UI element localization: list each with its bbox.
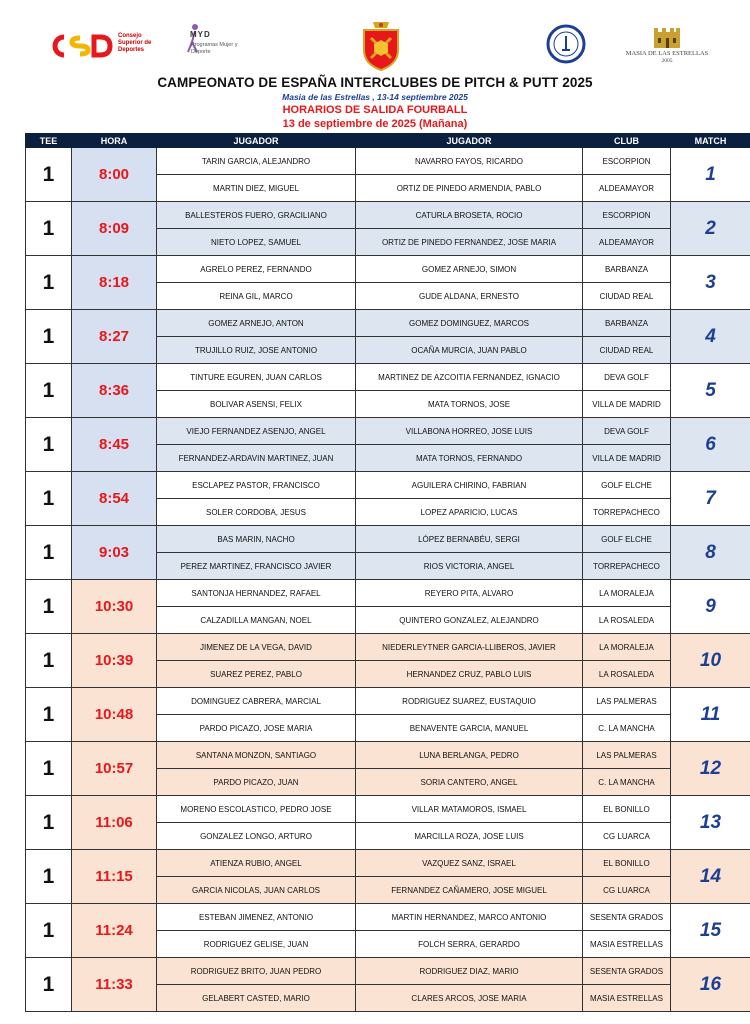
table-row: [26, 472, 750, 499]
player-1-cell: SUAREZ PEREZ, PABLO: [157, 661, 356, 688]
player-1-cell: BOLIVAR ASENSI, FELIX: [157, 391, 356, 418]
tee-cell: 1: [26, 904, 72, 958]
tee-cell: 1: [26, 850, 72, 904]
tee-time-cell: 8:45: [72, 418, 157, 472]
seal-icon: [542, 24, 590, 64]
venue-line: Masia de las Estrellas , 13-14 septiembre 2025: [282, 92, 468, 102]
player-1-cell: BAS MARIN, NACHO: [157, 526, 356, 553]
page-title: CAMPEONATO DE ESPAÑA INTERCLUBES DE PITCH & PUTT 2025: [157, 75, 593, 90]
tee-time-cell: 8:09: [72, 202, 157, 256]
club-cell: TORREPACHECO: [583, 553, 671, 580]
player-1-cell: GELABERT CASTED, MARIO: [157, 985, 356, 1012]
tee-cell: 1: [26, 148, 72, 202]
club-cell: CIUDAD REAL: [583, 337, 671, 364]
club-cell: ALDEAMAYOR: [583, 175, 671, 202]
tee-cell: 1: [26, 418, 72, 472]
myd-logo-title: MYD: [190, 30, 211, 39]
tee-cell: 1: [26, 526, 72, 580]
club-cell: DEVA GOLF: [583, 364, 671, 391]
club-cell: VILLA DE MADRID: [583, 391, 671, 418]
table-row: [26, 310, 750, 337]
player-1-cell: CALZADILLA MANGAN, NOEL: [157, 607, 356, 634]
player-2-cell: VAZQUEZ SANZ, ISRAEL: [356, 850, 583, 877]
player-2-cell: HERNANDEZ CRUZ, PABLO LUIS: [356, 661, 583, 688]
match-number-cell: 4: [671, 310, 750, 364]
match-number-cell: 2: [671, 202, 750, 256]
club-cell: ESCORPION: [583, 148, 671, 175]
player-2-cell: REYERO PITA, ALVARO: [356, 580, 583, 607]
player-2-cell: GOMEZ DOMINGUEZ, MARCOS: [356, 310, 583, 337]
club-cell: LA ROSALEDA: [583, 661, 671, 688]
player-1-cell: GARCIA NICOLAS, JUAN CARLOS: [157, 877, 356, 904]
tee-cell: 1: [26, 256, 72, 310]
player-1-cell: MARTIN DIEZ, MIGUEL: [157, 175, 356, 202]
tee-time-cell: 9:03: [72, 526, 157, 580]
club-cell: TORREPACHECO: [583, 499, 671, 526]
club-cell: MASIA ESTRELLAS: [583, 931, 671, 958]
club-cell: GOLF ELCHE: [583, 526, 671, 553]
table-row: [26, 148, 750, 175]
tee-time-cell: 11:15: [72, 850, 157, 904]
myd-logo-text: Programas Mujer y Deporte: [191, 42, 238, 55]
match-number-cell: 9: [671, 580, 750, 634]
table-row: [26, 958, 750, 985]
player-1-cell: RODRIGUEZ BRITO, JUAN PEDRO: [157, 958, 356, 985]
match-number-cell: 3: [671, 256, 750, 310]
club-cell: EL BONILLO: [583, 850, 671, 877]
tee-cell: 1: [26, 958, 72, 1012]
match-number-cell: 6: [671, 418, 750, 472]
player-1-cell: TINTURE EGUREN, JUAN CARLOS: [157, 364, 356, 391]
tee-cell: 1: [26, 472, 72, 526]
match-number-cell: 15: [671, 904, 750, 958]
column-header-jugador-2: JUGADOR: [356, 134, 583, 148]
player-2-cell: ORTIZ DE PINEDO ARMENDIA, PABLO: [356, 175, 583, 202]
table-row: [26, 202, 750, 229]
tee-time-cell: 8:27: [72, 310, 157, 364]
logo-bar: [0, 0, 750, 75]
column-header-club: CLUB: [583, 134, 671, 148]
csd-logo: [50, 30, 160, 62]
table-header-row: [26, 134, 750, 148]
player-2-cell: NIEDERLEYTNER GARCIA-LLIBEROS, JAVIER: [356, 634, 583, 661]
player-2-cell: NAVARRO FAYOS, RICARDO: [356, 148, 583, 175]
match-number-cell: 7: [671, 472, 750, 526]
column-header-jugador-1: JUGADOR: [157, 134, 356, 148]
club-cell: BARBANZA: [583, 256, 671, 283]
player-1-cell: VIEJO FERNANDEZ ASENJO, ANGEL: [157, 418, 356, 445]
tee-time-cell: 8:00: [72, 148, 157, 202]
player-1-cell: AGRELO PEREZ, FERNANDO: [157, 256, 356, 283]
tee-time-cell: 10:48: [72, 688, 157, 742]
crest-icon: [356, 20, 406, 72]
table-row: [26, 688, 750, 715]
tee-cell: 1: [26, 742, 72, 796]
player-1-cell: ESTEBAN JIMENEZ, ANTONIO: [157, 904, 356, 931]
tee-time-cell: 10:57: [72, 742, 157, 796]
table-row: [26, 418, 750, 445]
player-1-cell: FERNANDEZ-ARDAVIN MARTINEZ, JUAN: [157, 445, 356, 472]
tee-cell: 1: [26, 310, 72, 364]
match-number-cell: 11: [671, 688, 750, 742]
club-cell: CIUDAD REAL: [583, 283, 671, 310]
player-2-cell: MATA TORNOS, FERNANDO: [356, 445, 583, 472]
tee-cell: 1: [26, 688, 72, 742]
player-2-cell: RODRIGUEZ DIAZ, MARIO: [356, 958, 583, 985]
club-cell: ESCORPION: [583, 202, 671, 229]
club-cell: SESENTA GRADOS: [583, 958, 671, 985]
player-1-cell: TRUJILLO RUIZ, JOSE ANTONIO: [157, 337, 356, 364]
player-2-cell: LOPEZ APARICIO, LUCAS: [356, 499, 583, 526]
player-1-cell: TARIN GARCIA, ALEJANDRO: [157, 148, 356, 175]
player-1-cell: REINA GIL, MARCO: [157, 283, 356, 310]
club-cell: CG LUARCA: [583, 877, 671, 904]
club-cell: MASIA ESTRELLAS: [583, 985, 671, 1012]
federation-crest: [356, 20, 406, 72]
table-row: [26, 256, 750, 283]
match-number-cell: 16: [671, 958, 750, 1012]
estrellas-logo-year: 2005: [661, 58, 673, 64]
csd-emblem-icon: [50, 34, 116, 58]
player-2-cell: LUNA BERLANGA, PEDRO: [356, 742, 583, 769]
player-1-cell: GOMEZ ARNEJO, ANTON: [157, 310, 356, 337]
estrellas-logo-text: MASIA DE LAS ESTRELLAS: [625, 50, 709, 57]
player-2-cell: GOMEZ ARNEJO, SIMON: [356, 256, 583, 283]
player-2-cell: GUDE ALDANA, ERNESTO: [356, 283, 583, 310]
club-cell: VILLA DE MADRID: [583, 445, 671, 472]
player-2-cell: MATA TORNOS, JOSE: [356, 391, 583, 418]
table-row: [26, 634, 750, 661]
player-2-cell: FERNANDEZ CAÑAMERO, JOSE MIGUEL: [356, 877, 583, 904]
player-1-cell: BALLESTEROS FUERO, GRACILIANO: [157, 202, 356, 229]
player-1-cell: JIMENEZ DE LA VEGA, DAVID: [157, 634, 356, 661]
table-row: [26, 526, 750, 553]
match-number-cell: 12: [671, 742, 750, 796]
player-2-cell: QUINTERO GONZALEZ, ALEJANDRO: [356, 607, 583, 634]
club-cell: LA MORALEJA: [583, 580, 671, 607]
player-1-cell: RODRIGUEZ GELISE, JUAN: [157, 931, 356, 958]
club-cell: GOLF ELCHE: [583, 472, 671, 499]
schedule-subtitle: HORARIOS DE SALIDA FOURBALL: [282, 104, 468, 116]
player-2-cell: BENAVENTE GARCIA, MANUEL: [356, 715, 583, 742]
tee-time-cell: 8:54: [72, 472, 157, 526]
player-2-cell: MARTINEZ DE AZCOITIA FERNANDEZ, IGNACIO: [356, 364, 583, 391]
player-1-cell: NIETO LOPEZ, SAMUEL: [157, 229, 356, 256]
club-cell: C. LA MANCHA: [583, 769, 671, 796]
column-header-tee: TEE: [26, 134, 72, 148]
table-row: [26, 904, 750, 931]
player-2-cell: SORIA CANTERO, ANGEL: [356, 769, 583, 796]
tee-time-cell: 8:36: [72, 364, 157, 418]
player-2-cell: MARCILLA ROZA, JOSE LUIS: [356, 823, 583, 850]
tee-cell: 1: [26, 580, 72, 634]
table-row: [26, 742, 750, 769]
player-1-cell: PARDO PICAZO, JOSE MARIA: [157, 715, 356, 742]
csd-logo-text: Consejo Superior de Deportes: [118, 33, 152, 53]
castle-icon: [652, 26, 682, 48]
tee-cell: 1: [26, 634, 72, 688]
player-1-cell: PARDO PICAZO, JUAN: [157, 769, 356, 796]
tee-time-table: [25, 133, 750, 1012]
column-header-match: MATCH: [671, 134, 750, 148]
player-1-cell: ATIENZA RUBIO, ANGEL: [157, 850, 356, 877]
match-number-cell: 13: [671, 796, 750, 850]
player-1-cell: SANTONJA HERNANDEZ, RAFAEL: [157, 580, 356, 607]
player-2-cell: OCAÑA MURCIA, JUAN PABLO: [356, 337, 583, 364]
club-cell: EL BONILLO: [583, 796, 671, 823]
tee-cell: 1: [26, 364, 72, 418]
player-1-cell: SANTANA MONZON, SANTIAGO: [157, 742, 356, 769]
player-2-cell: AGUILERA CHIRINO, FABRIAN: [356, 472, 583, 499]
player-2-cell: CLARES ARCOS, JOSE MARIA: [356, 985, 583, 1012]
club-cell: LAS PALMERAS: [583, 688, 671, 715]
player-2-cell: FOLCH SERRA, GERARDO: [356, 931, 583, 958]
match-number-cell: 10: [671, 634, 750, 688]
club-cell: DEVA GOLF: [583, 418, 671, 445]
player-1-cell: SOLER CORDOBA, JESUS: [157, 499, 356, 526]
masia-estrellas-logo: [622, 26, 712, 66]
player-2-cell: MARTIN HERNANDEZ, MARCO ANTONIO: [356, 904, 583, 931]
match-number-cell: 1: [671, 148, 750, 202]
match-number-cell: 5: [671, 364, 750, 418]
tee-cell: 1: [26, 796, 72, 850]
tee-time-cell: 8:18: [72, 256, 157, 310]
player-2-cell: LÓPEZ BERNABÉU, SERGI: [356, 526, 583, 553]
player-2-cell: CATURLA BROSETA, ROCIO: [356, 202, 583, 229]
myd-logo: [182, 22, 252, 62]
tee-time-cell: 10:39: [72, 634, 157, 688]
player-1-cell: DOMINGUEZ CABRERA, MARCIAL: [157, 688, 356, 715]
match-number-cell: 8: [671, 526, 750, 580]
tee-time-cell: 11:24: [72, 904, 157, 958]
table-row: [26, 850, 750, 877]
table-body: [26, 148, 750, 1012]
schedule-date: 13 de septiembre de 2025 (Mañana): [282, 118, 468, 130]
match-number-cell: 14: [671, 850, 750, 904]
player-1-cell: PEREZ MARTINEZ, FRANCISCO JAVIER: [157, 553, 356, 580]
club-cell: SESENTA GRADOS: [583, 904, 671, 931]
club-cell: CG LUARCA: [583, 823, 671, 850]
table-row: [26, 580, 750, 607]
table-row: [26, 364, 750, 391]
player-2-cell: RODRIGUEZ SUAREZ, EUSTAQUIO: [356, 688, 583, 715]
player-2-cell: RIOS VICTORIA, ANGEL: [356, 553, 583, 580]
club-cell: ALDEAMAYOR: [583, 229, 671, 256]
tee-time-cell: 10:30: [72, 580, 157, 634]
player-1-cell: GONZALEZ LONGO, ARTURO: [157, 823, 356, 850]
club-cell: BARBANZA: [583, 310, 671, 337]
column-header-hora: HORA: [72, 134, 157, 148]
player-2-cell: VILLABONA HORREO, JOSE LUIS: [356, 418, 583, 445]
table-row: [26, 796, 750, 823]
club-cell: C. LA MANCHA: [583, 715, 671, 742]
player-2-cell: ORTIZ DE PINEDO FERNANDEZ, JOSE MARIA: [356, 229, 583, 256]
round-seal-logo: [542, 24, 590, 64]
tee-time-cell: 11:33: [72, 958, 157, 1012]
club-cell: LA MORALEJA: [583, 634, 671, 661]
player-2-cell: VILLAR MATAMOROS, ISMAEL: [356, 796, 583, 823]
club-cell: LAS PALMERAS: [583, 742, 671, 769]
club-cell: LA ROSALEDA: [583, 607, 671, 634]
player-1-cell: MORENO ESCOLASTICO, PEDRO JOSE: [157, 796, 356, 823]
tee-cell: 1: [26, 202, 72, 256]
player-1-cell: ESCLAPEZ PASTOR, FRANCISCO: [157, 472, 356, 499]
tee-time-cell: 11:06: [72, 796, 157, 850]
